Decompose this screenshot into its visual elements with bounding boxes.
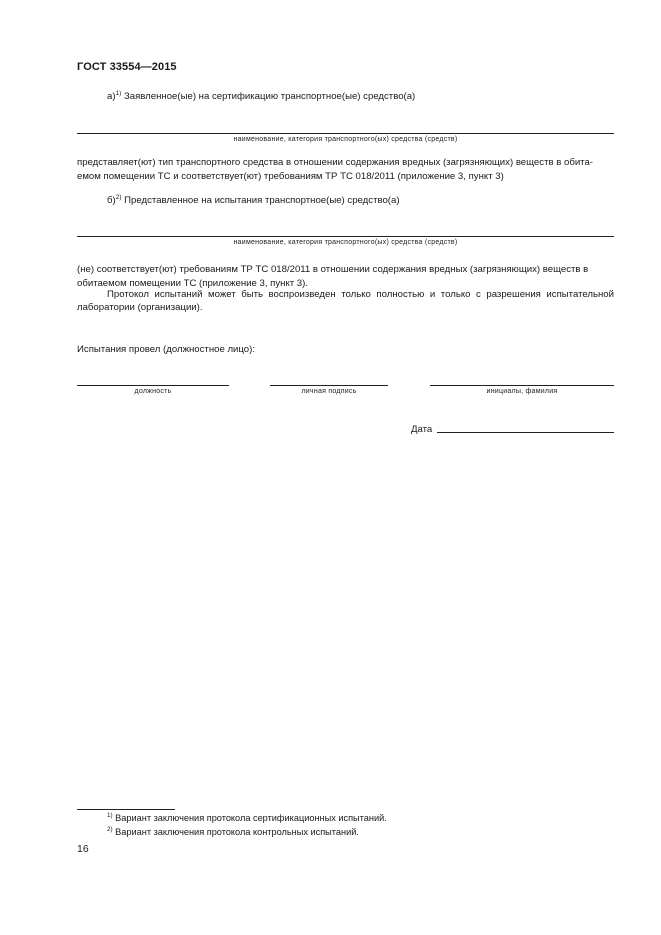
section-a-body-1: представляет(ют) тип транспортного средства в отношении содержания вредных (загрязняющих) веществ в обита- [77, 157, 593, 168]
position-fill-line [77, 385, 229, 386]
footnote-ref-2: 2) [115, 194, 122, 201]
signature-fill-line [270, 385, 388, 386]
footnote-2 [107, 826, 359, 839]
section-a-line [107, 90, 415, 103]
page-number: 16 [77, 843, 89, 855]
footnote-2-text: Вариант заключения протокола контрольных испытаний. [115, 827, 359, 837]
section-a-fill-line [77, 133, 614, 134]
section-a-marker: а) [107, 91, 116, 102]
footnote-separator [77, 809, 175, 810]
section-a-text: Заявленное(ые) на сертификацию транспортное(ые) средство(а) [123, 91, 416, 102]
tester-label: Испытания провел (должностное лицо): [77, 344, 255, 355]
footnote-1-ref: 1) [107, 812, 113, 819]
section-b-body-1: (не) соответствует(ют) требованиям ТР ТС 018/2011 в отношении содержания вредных (загрязняющих) веществ в [77, 264, 589, 275]
date-label: Дата [411, 424, 433, 435]
document-header: ГОСТ 33554—2015 [77, 61, 177, 73]
footnote-1-text: Вариант заключения протокола сертификационных испытаний. [115, 813, 387, 823]
name-caption: инициалы, фамилия [486, 388, 558, 395]
protocol-note-line-1: Протокол испытаний может быть воспроизведен только полностью и только с разрешения испытательной [107, 289, 614, 300]
section-b-fill-line [77, 236, 614, 237]
section-a-caption: наименование, категория транспортного(ых) средства (средств) [233, 136, 458, 143]
signature-caption: личная подпись [301, 388, 357, 395]
section-b-text: Представленное на испытания транспортное(ые) средство(а) [124, 195, 400, 206]
name-fill-line [430, 385, 614, 386]
section-b-line [107, 194, 400, 207]
section-b-marker: б) [107, 195, 116, 206]
section-b-caption: наименование, категория транспортного(ых) средства (средств) [233, 239, 458, 246]
footnote-1 [107, 812, 387, 825]
section-b-body-2: обитаемом помещении ТС (приложение 3, пункт 3). [77, 278, 309, 289]
footnote-2-ref: 2) [107, 826, 113, 833]
footnote-ref-1: 1) [115, 90, 122, 97]
position-caption: должность [134, 388, 172, 395]
date-fill-line [437, 432, 614, 433]
section-a-body-2: емом помещении ТС и соответствует(ют) требованиям ТР ТС 018/2011 (приложение 3, пункт 3) [77, 171, 504, 182]
protocol-note-line-2: лаборатории (организации). [77, 302, 203, 313]
